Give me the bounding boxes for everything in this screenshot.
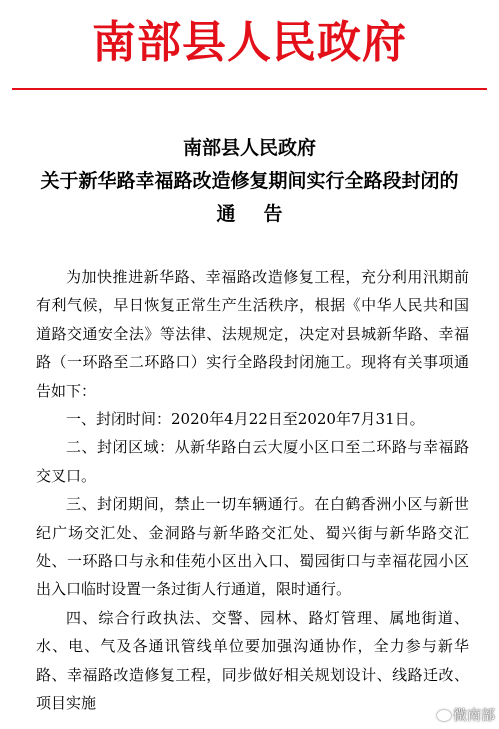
notice-body [36,263,469,718]
paragraph-item-3: 三、封闭期间，禁止一切车辆通行。在白鹤香洲小区与新世纪广场交汇处、金洞路与新华路交汇处、蜀兴街与新华路交汇处、一环路口与永和佳苑小区出入口、蜀园街口与幸福花园小区出入口临时设置一条过街人行通道，限时通行。 [36,495,469,599]
paragraph-intro: 为加快推进新华路、幸福路改造修复工程，充分利用汛期前有利气候，早日恢复正常生产生活秩序，根据《中华人民共和国道路交通安全法》等法律、法规规定，决定对县城新华路、幸福路（一环路至二环路口）实行全路段封闭施工。现将有关事项通告如下： [36,268,469,400]
weibo-icon [437,710,451,721]
org-header-title: 南部县人民政府 [92,17,407,68]
paragraph-item-4: 四、综合行政执法、交警、园林、路灯管理、属地街道、水、电、气及各通讯管线单位要加强沟通协作，全力参与新华路、幸福路改造修复工程，同步做好相关规划设计、线路迁改、项目实施 [36,608,469,713]
notice-title-subject: 关于新华路幸福路改造修复期间实行全路段封闭的 [40,170,459,192]
watermark [437,705,495,725]
watermark-text: 微南部 [453,708,495,724]
notice-title [0,132,499,231]
notice-title-doctype: 通告 [216,203,311,225]
document-header [0,0,499,100]
header-red-rule [12,88,487,90]
paragraph-item-2: 二、封闭区域：从新华路白云大厦小区口至二环路与幸福路交叉口。 [36,438,469,485]
paragraph-item-1: 一、封闭时间：2020年4月22日至2020年7月31日。 [66,410,425,429]
notice-title-issuer: 南部县人民政府 [182,137,316,159]
